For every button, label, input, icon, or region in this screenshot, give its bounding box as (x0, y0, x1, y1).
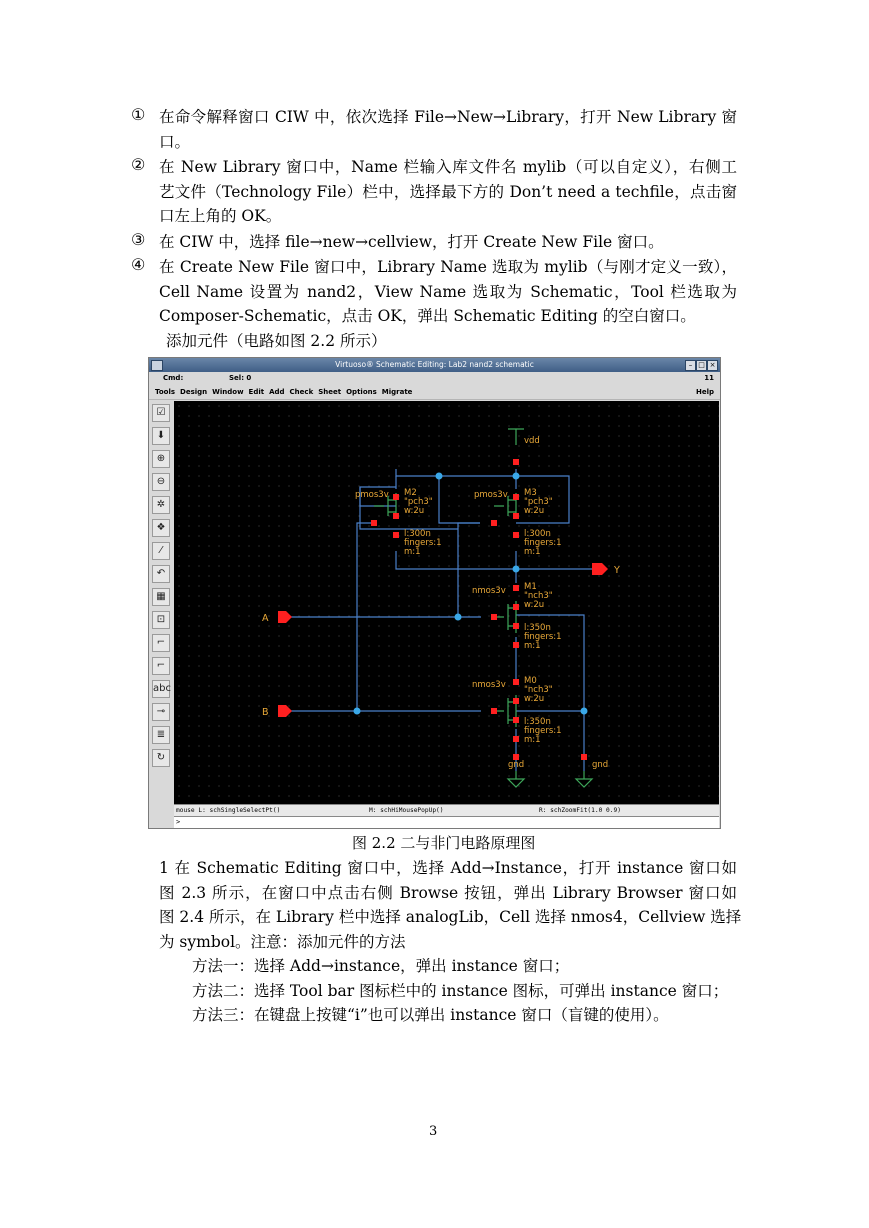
command-prompt[interactable] (174, 816, 719, 828)
label-icon[interactable]: abc (152, 680, 170, 698)
m2-param: "pch3" (404, 497, 433, 507)
wire-narrow-icon[interactable]: ⌐ (152, 634, 170, 652)
schematic-labels (262, 436, 620, 770)
m0-param: "nch3" (524, 685, 553, 695)
m3-param: w:2u (524, 506, 545, 516)
m0-pin (513, 698, 519, 704)
m0-pin (491, 708, 497, 714)
step-2-line-1: 在 New Library 窗口中，Name 栏输入库文件名 mylib（可以自定义），右侧工 (159, 158, 737, 176)
step-1-line-1: 在命令解释窗口 CIW 中，依次选择 File→New→Library，打开 New Library 窗 (159, 108, 737, 126)
output-pin-y (592, 563, 608, 575)
mouse-left-binding: mouse L: schSingleSelectPt() (176, 807, 281, 814)
selection-count: Sel: 0 (229, 374, 252, 382)
paragraph-line-2: 图 2.3 所示，在窗口中点击右侧 Browse 按钮，弹出 Library Browser 窗口如 (159, 883, 737, 902)
junction-dot (581, 708, 588, 715)
m0-param: l:350n (524, 717, 551, 727)
junction-dot (354, 708, 361, 715)
step-marker: ① (131, 105, 146, 124)
prompt-symbol: > (176, 818, 181, 826)
copy-icon[interactable]: ❖ (152, 519, 170, 537)
gnd-label-2: gnd (592, 760, 609, 770)
paragraph-line-4: 为 symbol。注意：添加元件的方法 (159, 932, 406, 951)
step-4-line-2: Cell Name 设置为 nand2，View Name 选取为 Schematic，Tool 栏选取为 (159, 282, 737, 301)
m2-pin (371, 520, 377, 526)
m2-param: l:300n (404, 529, 431, 539)
status-row (149, 372, 720, 385)
junction-dot (455, 614, 462, 621)
output-label: Y (614, 565, 620, 576)
wire-m3-gate-stub (458, 523, 480, 529)
gnd-symbol-2 (576, 771, 592, 787)
instance-paragraph (159, 856, 742, 954)
delete-icon[interactable]: ⁄ (152, 542, 170, 560)
m0-model-label: nmos3v (472, 680, 506, 690)
step-4-line-3: Composer-Schematic，点击 OK，弹出 Schematic Editing 的空白窗口。 (159, 307, 696, 325)
step-marker: ③ (131, 230, 146, 249)
m1-param: m:1 (524, 641, 541, 651)
m0-param: w:2u (524, 694, 545, 704)
m0-name: M0 (524, 676, 537, 686)
menu-sheet[interactable]: Sheet (318, 388, 342, 396)
figure-caption: 图 2.2 二与非门电路原理图 (352, 834, 536, 852)
m1-pin (513, 585, 519, 591)
minimize-icon[interactable]: – (685, 360, 696, 371)
zoom-out-icon[interactable]: ⊖ (152, 473, 170, 491)
input-a-label: A (262, 613, 269, 624)
m3-param: "pch3" (524, 497, 553, 507)
method-1: 方法一：选择 Add→instance，弹出 instance 窗口； (192, 957, 570, 975)
m2-pin (393, 494, 399, 500)
m1-model-label: nmos3v (472, 586, 506, 596)
gnd-terminal-2 (581, 754, 587, 760)
m2-pin (393, 532, 399, 538)
m3-param: m:1 (524, 547, 541, 557)
close-icon[interactable]: × (707, 360, 718, 371)
input-pin-a (278, 611, 292, 623)
gnd-symbol-1 (508, 771, 524, 787)
menu-help[interactable]: Help (695, 388, 714, 396)
vdd-symbol (508, 429, 524, 445)
zoom-in-icon[interactable]: ⊕ (152, 450, 170, 468)
undo-icon[interactable]: ↶ (152, 565, 170, 583)
gnd-label-1: gnd (508, 760, 525, 770)
window-menu-icon[interactable] (151, 360, 163, 371)
m0-pin (513, 736, 519, 742)
repeat-icon[interactable]: ↻ (152, 749, 170, 767)
menu-window[interactable]: Window (212, 388, 244, 396)
wire-wide-icon[interactable]: ⌐ (152, 657, 170, 675)
instance-icon[interactable]: ⊡ (152, 611, 170, 629)
step-marker: ② (131, 155, 146, 174)
command-counter: 11 (704, 374, 714, 382)
m2-param: w:2u (404, 506, 425, 516)
method-3: 方法三：在键盘上按键“i”也可以弹出 instance 窗口（盲键的使用）。 (192, 1006, 669, 1024)
nmos-m1-symbol (494, 601, 516, 633)
menu-tools[interactable]: Tools (155, 388, 176, 396)
m3-model-label: pmos3v (474, 490, 508, 500)
m2-model-label: pmos3v (355, 490, 389, 500)
m0-param: fingers:1 (524, 726, 562, 736)
maximize-icon[interactable]: □ (696, 360, 707, 371)
menu-edit[interactable]: Edit (248, 388, 265, 396)
schematic-canvas[interactable] (174, 401, 719, 804)
method-2: 方法二：选择 Tool bar 图标栏中的 instance 图标，可弹出 instance 窗口； (192, 981, 729, 1000)
m1-pin (491, 614, 497, 620)
paragraph-line-3: 图 2.4 所示，在 Library 栏中选择 analogLib，Cell 选择 nmos4，Cellview 选择 (159, 908, 742, 926)
m3-pin (513, 532, 519, 538)
m3-pin (491, 520, 497, 526)
cmd-label: Cmd: (163, 374, 184, 382)
page-number: 3 (429, 1124, 438, 1139)
m1-param: l:350n (524, 623, 551, 633)
m1-param: fingers:1 (524, 632, 562, 642)
toolbar (149, 401, 173, 804)
menu-options[interactable]: Options (346, 388, 377, 396)
window-titlebar (149, 358, 720, 372)
m2-param: m:1 (404, 547, 421, 557)
m0-pin (513, 679, 519, 685)
m3-pin (513, 513, 519, 519)
input-b-label: B (262, 707, 269, 718)
menu-migrate[interactable]: Migrate (381, 388, 413, 396)
step-1-line-2: 口。 (159, 132, 191, 151)
mouse-middle-binding: M: schHiMousePopUp() (369, 807, 444, 814)
m2-name: M2 (404, 488, 417, 498)
vdd-label: vdd (524, 436, 540, 446)
m1-pin (513, 623, 519, 629)
pin-icon[interactable]: ⊸ (152, 703, 170, 721)
methods-list (192, 954, 737, 1028)
step-4-line-1: 在 Create New File 窗口中，Library Name 选取为 mylib（与刚才定义一致）， (159, 258, 737, 276)
step-marker: ④ (131, 255, 146, 274)
m3-pin (513, 494, 519, 500)
property-icon[interactable]: ▦ (152, 588, 170, 606)
stretch-icon[interactable]: ✲ (152, 496, 170, 514)
paragraph-line-1: 1 在 Schematic Editing 窗口中，选择 Add→Instance，打开 instance 窗口如 (159, 859, 737, 877)
m1-name: M1 (524, 582, 537, 592)
m2-pin (393, 513, 399, 519)
m1-param: "nch3" (524, 591, 553, 601)
window-title: Virtuoso® Schematic Editing: Lab2 nand2 schematic (335, 360, 534, 369)
save-icon[interactable]: ⬇ (152, 427, 170, 445)
mouse-binding-bar (174, 804, 719, 816)
menu-items (155, 386, 417, 399)
menu-design[interactable]: Design (180, 388, 208, 396)
pins (278, 459, 608, 760)
step-2-line-2: 艺文件（Technology File）栏中，选择最下方的 Don’t need a techfile，点击窗 (159, 182, 737, 201)
m0-param: m:1 (524, 735, 541, 745)
m1-pin (513, 604, 519, 610)
junction-dot (513, 566, 520, 573)
m3-param: fingers:1 (524, 538, 562, 548)
m2-param: fingers:1 (404, 538, 442, 548)
check-save-icon[interactable]: ☑ (152, 404, 170, 422)
input-pin-b (278, 705, 292, 717)
junction-dot (436, 473, 443, 480)
nand2-schematic (174, 401, 719, 804)
junction-dot (513, 473, 520, 480)
m1-pin (513, 642, 519, 648)
nmos-m0-symbol (494, 695, 516, 727)
m0-pin (513, 717, 519, 723)
mouse-right-binding: R: schZoomFit(1.0 0.9) (539, 807, 621, 814)
m3-name: M3 (524, 488, 537, 498)
menu-bar (149, 386, 720, 400)
menu-check[interactable]: Check (289, 388, 314, 396)
step-2-line-3: 口左上角的 OK。 (159, 207, 282, 225)
step-3-line-1: 在 CIW 中，选择 file→new→cellview，打开 Create New File 窗口。 (159, 233, 664, 251)
cmd-options-icon[interactable]: ≣ (152, 726, 170, 744)
menu-add[interactable]: Add (269, 388, 285, 396)
add-components-heading: 添加元件（电路如图 2.2 所示） (166, 332, 387, 350)
m1-param: w:2u (524, 600, 545, 610)
vdd-terminal (513, 459, 519, 465)
schematic-editor-window (148, 357, 721, 829)
m3-param: l:300n (524, 529, 551, 539)
